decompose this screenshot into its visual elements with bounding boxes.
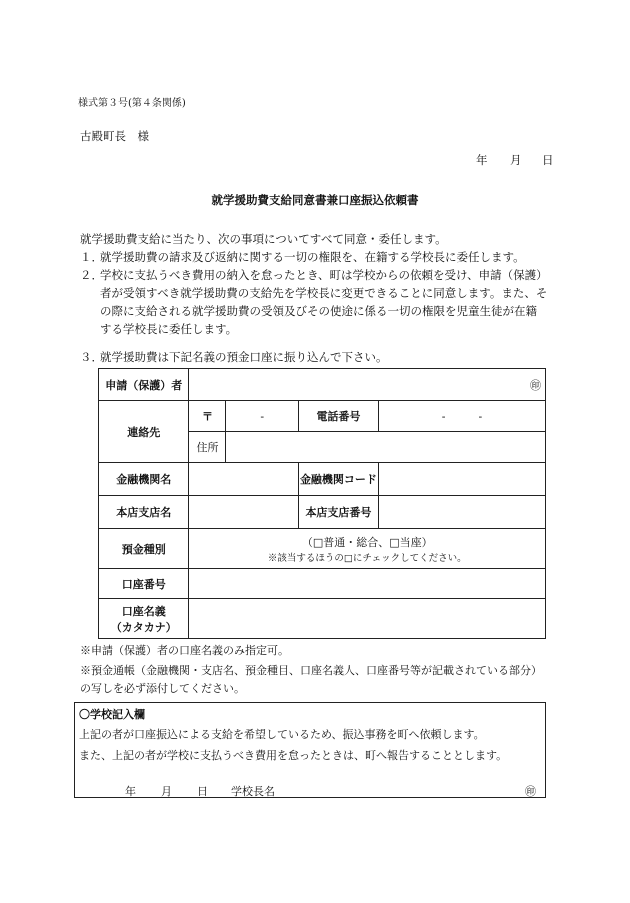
item-number: １．: [80, 250, 103, 264]
note-2-text: ※預金通帳（金融機関・支店名、預金種目、口座名義人、口座番号等が記載されている部分）の写しを必ず添付してください。: [80, 664, 542, 695]
applicant-row: [99, 369, 546, 401]
branch-name-label: 本店支店名: [99, 496, 189, 529]
branch-number-label: 本店支店番号: [298, 496, 378, 529]
item-text: 就学援助費の請求及び返納に関する一切の権限を、在籍する学校長に委任します。: [100, 250, 525, 264]
date-month: 月: [510, 153, 522, 167]
principal-label: 学校長名: [231, 785, 275, 798]
school-statement-1: 上記の者が口座振込による支給を希望しているため、振込事務を町へ依頼します。: [79, 728, 485, 741]
school-statement-2: また、上記の者が学校に支払うべき費用を怠ったときは、町へ報告することとします。: [79, 749, 508, 762]
school-heading: 〇学校記入欄: [79, 708, 145, 721]
intro-text: 就学援助費支給に当たり、次の事項についてすべて同意・委任します。: [80, 232, 447, 246]
applicant-label: 申請（保護）者: [99, 369, 189, 401]
form-number: 様式第３号(第４条関係): [78, 98, 186, 109]
school-entry-box: [74, 702, 546, 798]
deposit-type-label: 預金種別: [99, 529, 189, 569]
note-1: ※申請（保護）者の口座名義のみ指定可。: [80, 644, 289, 657]
bank-name-row: [99, 463, 546, 496]
note-2: [80, 662, 550, 698]
postal-code-field[interactable]: -: [226, 401, 298, 432]
address-field[interactable]: [226, 432, 546, 463]
date-year: 年: [476, 153, 488, 167]
postal-mark: 〒: [189, 401, 226, 432]
phone-field[interactable]: - -: [378, 401, 545, 432]
item-text: 就学援助費は下記名義の預金口座に振り込んで下さい。: [100, 350, 388, 364]
deposit-type-options[interactable]: （□普通・総合、□当座）: [301, 535, 433, 549]
account-name-row: [99, 599, 546, 639]
sign-month: 月: [161, 785, 172, 798]
bank-account-table: [98, 368, 546, 639]
item-number: ３．: [80, 350, 103, 364]
deposit-type-note: ※該当するほうの□にチェックしてください。: [267, 552, 467, 564]
deposit-type-field[interactable]: [189, 529, 546, 569]
account-number-row: [99, 569, 546, 599]
deposit-type-row: [99, 529, 546, 569]
principal-seal-mark: ㊞: [525, 785, 536, 798]
account-name-label-cell: [99, 599, 189, 639]
account-name-sublabel: （カタカナ）: [110, 620, 177, 634]
page-title: 就学援助費支給同意書兼口座振込依頼書: [211, 193, 419, 207]
account-number-field[interactable]: [189, 569, 546, 599]
addressee: 古殿町長 様: [80, 129, 149, 143]
bank-name-label: 金融機関名: [99, 463, 189, 496]
applicant-name-field[interactable]: [189, 369, 546, 401]
contact-row-1: [99, 401, 546, 432]
contact-label: 連絡先: [99, 401, 189, 463]
bank-code-label: 金融機関コード: [298, 463, 378, 496]
branch-name-field[interactable]: [189, 496, 298, 529]
seal-mark: ㊞: [530, 378, 541, 392]
date-day: 日: [542, 153, 554, 167]
bank-name-field[interactable]: [189, 463, 298, 496]
phone-label: 電話番号: [298, 401, 378, 432]
address-label: 住所: [189, 432, 226, 463]
account-number-label: 口座番号: [99, 569, 189, 599]
bank-code-field[interactable]: [378, 463, 545, 496]
sign-day: 日: [197, 785, 208, 798]
principal-name-field[interactable]: [281, 797, 519, 798]
account-name-field[interactable]: [189, 599, 546, 639]
item-text: 学校に支払うべき費用の納入を怠ったとき、町は学校からの依頼を受け、申請（保護）者が受領すべき就学援助費の支給先を学校長に変更できることに同意します。また、その際に支給される就学援助費の受領及びその使途に係る一切の権限を児童生徒が在籍する学校長に委任します。: [100, 268, 548, 336]
item-number: ２．: [80, 268, 103, 282]
branch-row: [99, 496, 546, 529]
account-name-label: 口座名義: [121, 604, 166, 618]
branch-number-field[interactable]: [378, 496, 545, 529]
sign-year: 年: [125, 785, 136, 798]
